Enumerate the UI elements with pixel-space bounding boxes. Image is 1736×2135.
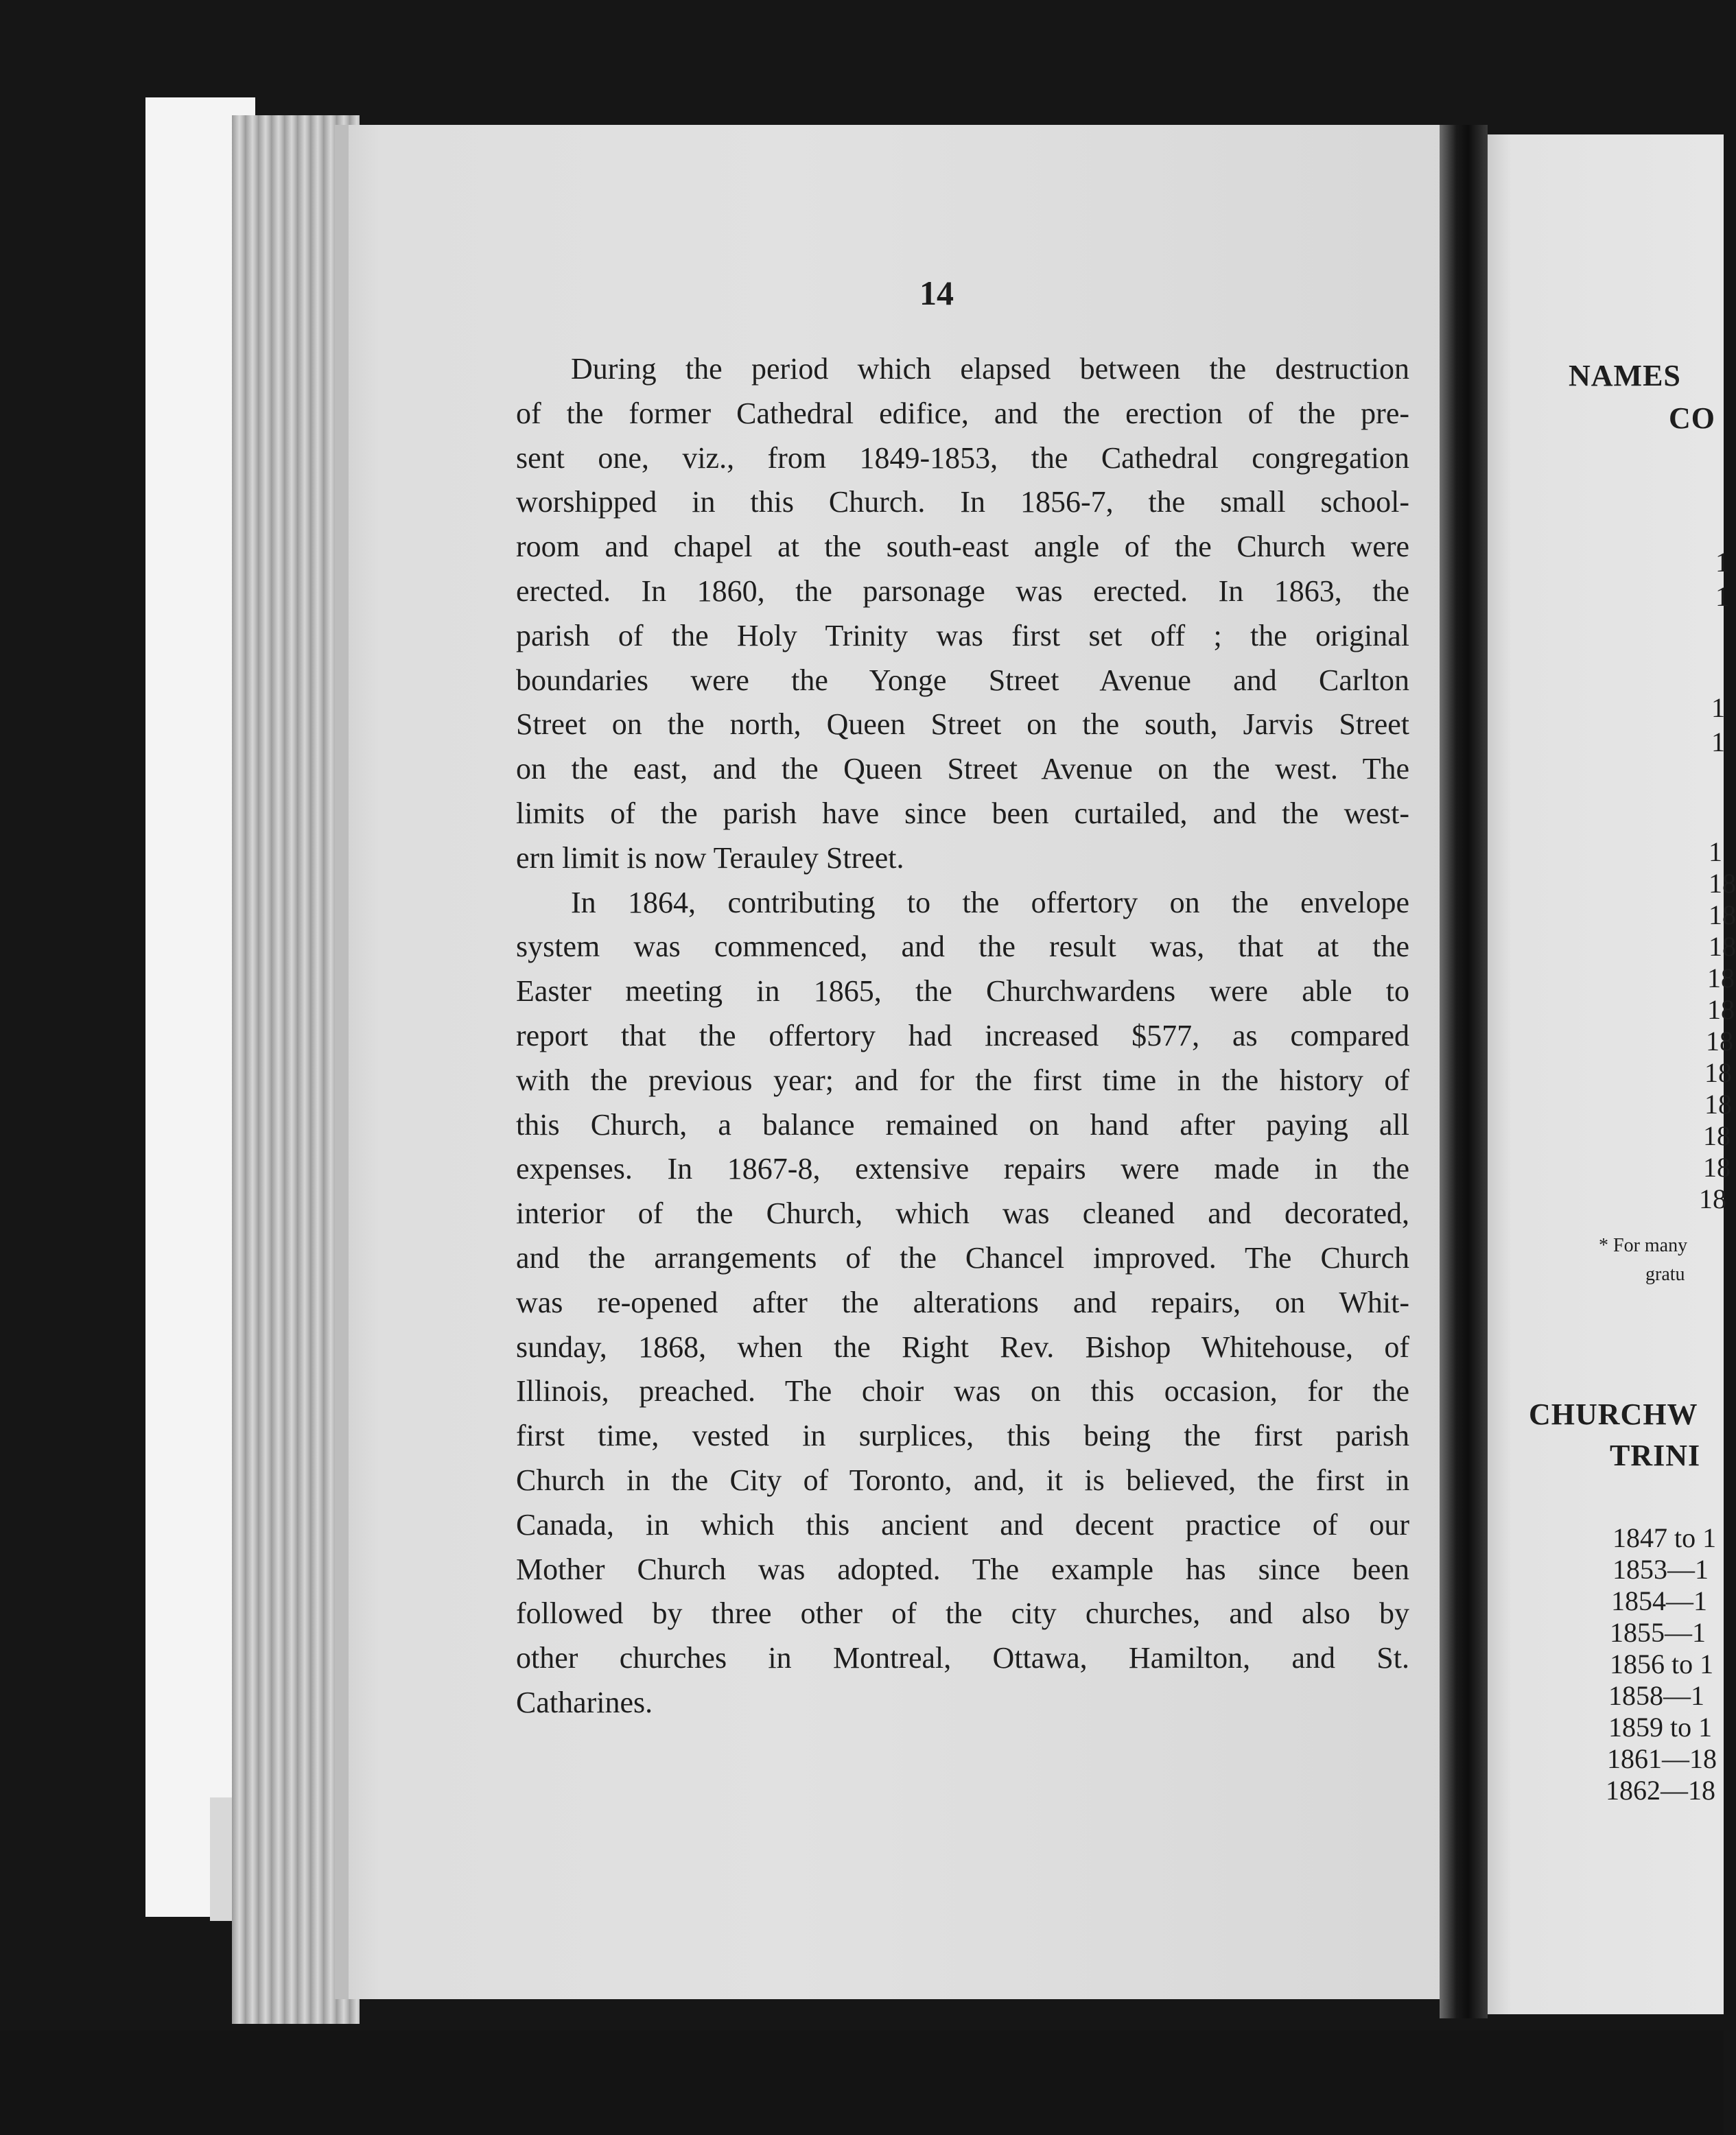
text-line: worshipped in this Church. In 1856-7, the small school- xyxy=(516,485,1409,519)
right-year-fragment: 18 xyxy=(1707,994,1735,1025)
text-line: interior of the Church, which was cleaned and decorated, xyxy=(516,1196,1409,1231)
text-line: report that the offertory had increased $577, as compared xyxy=(516,1018,1409,1052)
right-year-fragment: 18 xyxy=(1707,963,1735,993)
text-line: In 1864, contributing to the offertory on the envelope xyxy=(571,885,1409,919)
text-line: system was commenced, and the result was, that at the xyxy=(516,930,1409,964)
book-gutter xyxy=(1440,125,1488,2018)
right-year-fragment: 1 xyxy=(1709,836,1722,867)
right-heading-co: CO xyxy=(1669,401,1715,435)
right-warden-year: 1847 to 1 xyxy=(1612,1522,1717,1553)
text-line: Mother Church was adopted. The example has since been xyxy=(516,1552,1409,1586)
right-year-fragment: 18 xyxy=(1704,1089,1732,1120)
right-warden-year: 1853—1 xyxy=(1612,1554,1709,1585)
text-line: room and chapel at the south-east angle of the Church were xyxy=(516,530,1409,564)
text-line: Canada, in which this ancient and decent practice of our xyxy=(516,1507,1409,1542)
text-line: sunday, 1868, when the Right Rev. Bishop Whitehouse, of xyxy=(516,1330,1409,1364)
page-number: 14 xyxy=(919,274,954,312)
text-line: Catharines. xyxy=(516,1685,653,1719)
right-warden-year: 1856 to 1 xyxy=(1610,1649,1714,1679)
right-fragment: 1 xyxy=(1711,727,1725,757)
left-page-edge xyxy=(335,125,349,1999)
text-line: this Church, a balance remained on hand after paying all xyxy=(516,1107,1409,1142)
text-line: ern limit is now Terauley Street. xyxy=(516,840,904,875)
right-footnote: * For many xyxy=(1599,1235,1688,1256)
right-warden-year: 1859 to 1 xyxy=(1608,1712,1713,1743)
right-warden-year: 1862—18 xyxy=(1606,1775,1715,1806)
right-year-fragment: 18 xyxy=(1709,899,1736,930)
right-fragment: 1 xyxy=(1715,581,1729,612)
text-line: with the previous year; and for the first time in the history of xyxy=(516,1063,1409,1097)
text-line: of the former Cathedral edifice, and the erection of the pre- xyxy=(516,396,1409,430)
right-year-fragment: 18 xyxy=(1704,1057,1732,1088)
text-line: on the east, and the Queen Street Avenue on the west. The xyxy=(516,752,1409,786)
right-year-fragment: 18 xyxy=(1709,931,1736,962)
text-line: other churches in Montreal, Ottawa, Hamilton, and St. xyxy=(516,1641,1409,1675)
text-line: followed by three other of the city churches, and also by xyxy=(516,1596,1409,1631)
text-line: Church in the City of Toronto, and, it is believed, the first in xyxy=(516,1463,1409,1497)
text-line: Illinois, preached. The choir was on this occasion, for the xyxy=(516,1374,1409,1408)
right-year-fragment: 18 xyxy=(1699,1183,1726,1214)
text-line: first time, vested in surplices, this being the first parish xyxy=(516,1419,1409,1453)
right-year-fragment: 18 xyxy=(1706,1026,1733,1057)
right-fragment: 1 xyxy=(1711,692,1725,723)
text-line: and the arrangements of the Chancel improved. The Church xyxy=(516,1240,1409,1275)
right-fragment: 1 xyxy=(1715,547,1729,578)
text-line: boundaries were the Yonge Street Avenue and Carlton xyxy=(516,663,1409,697)
text-line: expenses. In 1867-8, extensive repairs were made in the xyxy=(516,1152,1409,1186)
right-heading-churchwardens: CHURCHW xyxy=(1529,1397,1698,1431)
bottom-dark-area xyxy=(0,2031,1724,2135)
right-footnote: gratu xyxy=(1645,1264,1685,1285)
right-year-fragment: 18 xyxy=(1703,1152,1731,1183)
right-heading-names: NAMES xyxy=(1569,359,1681,392)
right-warden-year: 1861—18 xyxy=(1607,1743,1717,1774)
right-year-fragment: 18 xyxy=(1703,1120,1731,1151)
text-line: Street on the north, Queen Street on the south, Jarvis Street xyxy=(516,707,1409,742)
right-warden-year: 1854—1 xyxy=(1611,1585,1707,1616)
text-line: parish of the Holy Trinity was first set off ; the original xyxy=(516,618,1409,652)
text-line: Easter meeting in 1865, the Churchwardens were able to xyxy=(516,974,1409,1008)
text-line: was re-opened after the alterations and repairs, on Whit- xyxy=(516,1285,1409,1319)
text-line: erected. In 1860, the parsonage was erected. In 1863, the xyxy=(516,574,1409,608)
text-line: During the period which elapsed between the destruction xyxy=(571,352,1409,386)
right-year-fragment: 18 xyxy=(1709,868,1736,899)
body-text xyxy=(516,347,1409,1725)
right-warden-year: 1858—1 xyxy=(1608,1680,1704,1711)
text-line: limits of the parish have since been curtailed, and the west- xyxy=(516,796,1409,830)
right-warden-year: 1855—1 xyxy=(1610,1617,1706,1648)
right-heading-trinity: TRINI xyxy=(1610,1439,1701,1472)
text-line: sent one, viz., from 1849-1853, the Cathedral congregation xyxy=(516,440,1409,475)
